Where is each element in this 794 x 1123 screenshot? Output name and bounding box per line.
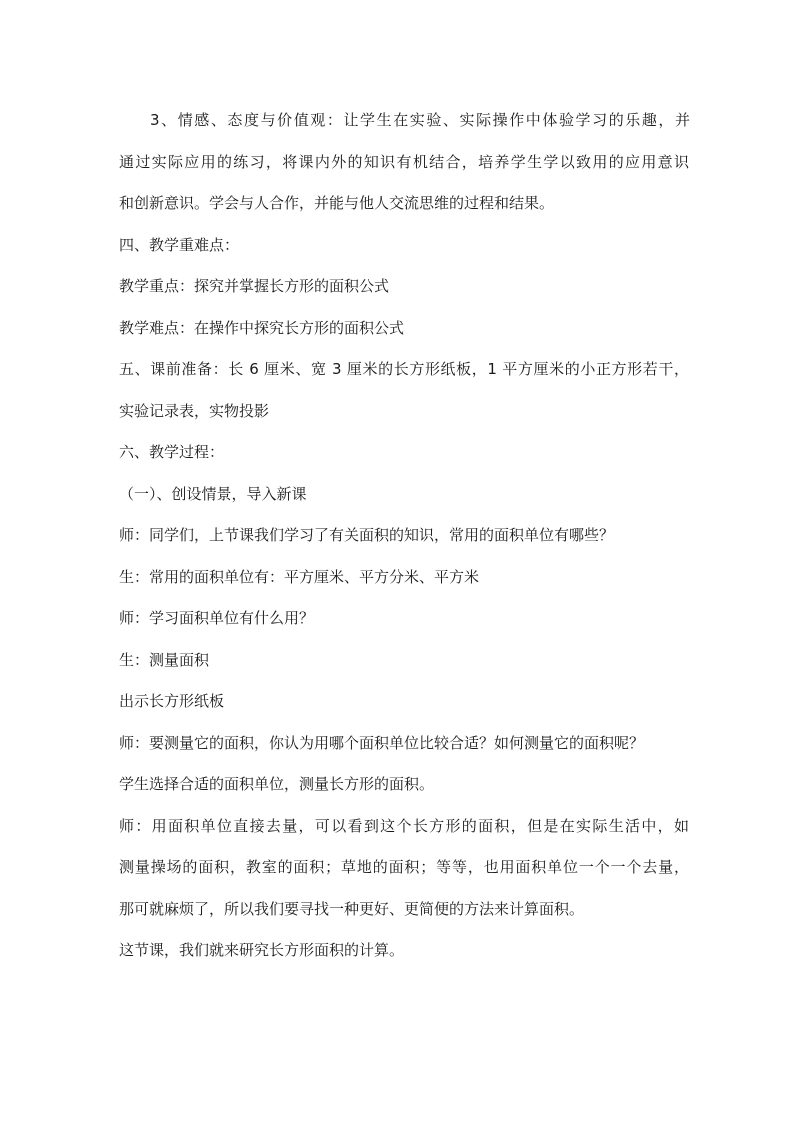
- dialogue-teacher-4-line-1: 师：用面积单位直接去量，可以看到这个长方形的面积，但是在实际生活中，如: [119, 817, 689, 835]
- show-board-note: 出示长方形纸板: [119, 692, 225, 710]
- objective-3-line-2: 通过实际应用的练习，将课内外的知识有机结合，培养学生学以致用的应用意识: [119, 153, 689, 171]
- lesson-topic-statement: 这节课，我们就来研究长方形面积的计算。: [119, 941, 405, 959]
- dialogue-teacher-4-line-3: 那可就麻烦了，所以我们要寻找一种更好、更简便的方法来计算面积。: [119, 900, 585, 918]
- subsection-heading-intro: （一）、创设情景，导入新课: [119, 485, 307, 503]
- dialogue-teacher-4-line-2: 测量操场的面积，教室的面积；草地的面积；等等，也用面积单位一个一个去量，: [119, 858, 689, 876]
- dialogue-student-2: 生：测量面积: [119, 651, 210, 669]
- teaching-focus: 教学重点：探究并掌握长方形的面积公式: [119, 277, 390, 295]
- objective-3-line-1: 3、情感、态度与价值观：让学生在实验、实际操作中体验学习的乐趣，并: [150, 111, 690, 129]
- objective-3-line-3: 和创新意识。学会与人合作，并能与他人交流思维的过程和结果。: [119, 194, 555, 212]
- student-activity-note: 学生选择合适的面积单位，测量长方形的面积。: [119, 775, 435, 793]
- section-heading-key-points: 四、教学重难点：: [119, 236, 240, 254]
- preparation-line-1: 五、课前准备：长 6 厘米、宽 3 厘米的长方形纸板，1 平方厘米的小正方形若干，: [119, 360, 689, 378]
- dialogue-student-1: 生：常用的面积单位有：平方厘米、平方分米、平方米: [119, 568, 480, 586]
- teaching-difficulty: 教学难点：在操作中探究长方形的面积公式: [119, 319, 405, 337]
- dialogue-teacher-2: 师：学习面积单位有什么用？: [119, 609, 315, 627]
- section-heading-process: 六、教学过程：: [119, 443, 225, 461]
- preparation-line-2: 实验记录表，实物投影: [119, 402, 270, 420]
- dialogue-teacher-1: 师：同学们，上节课我们学习了有关面积的知识，常用的面积单位有哪些？: [119, 526, 615, 544]
- dialogue-teacher-3: 师：要测量它的面积，你认为用哪个面积单位比较合适？如何测量它的面积呢？: [119, 734, 645, 752]
